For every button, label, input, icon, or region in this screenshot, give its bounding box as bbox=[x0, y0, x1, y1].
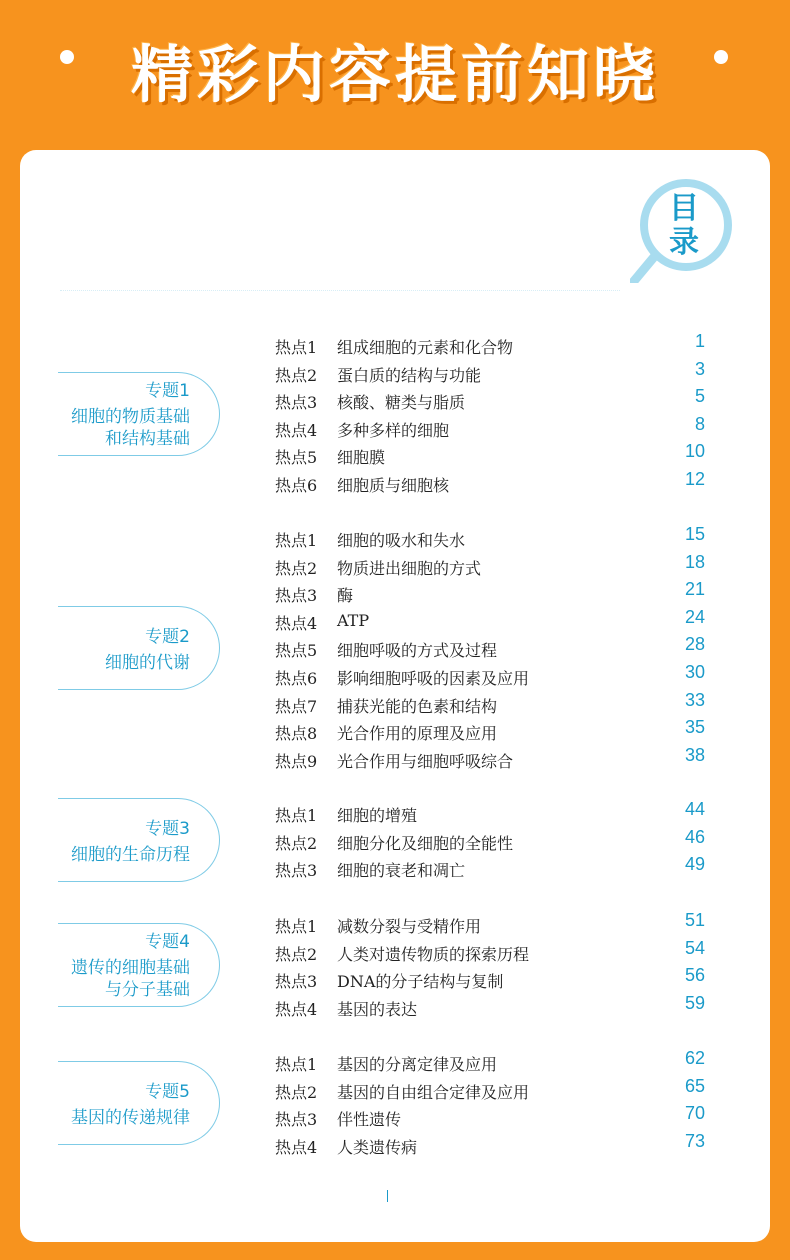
section-title-line: 与分子基础 bbox=[105, 980, 190, 1001]
page-footer-mark bbox=[387, 1190, 388, 1202]
entry-title: 核酸、糖类与脂质 bbox=[337, 393, 466, 413]
entry-title: 酶 bbox=[337, 586, 354, 606]
section-tag-text bbox=[105, 626, 190, 674]
toc-badge-line2: 录 bbox=[669, 225, 699, 260]
entry-title: 细胞分化及细胞的全能性 bbox=[337, 833, 514, 853]
section-number: 专题4 bbox=[145, 932, 190, 953]
section-number: 专题5 bbox=[145, 1082, 190, 1103]
toc-entry[interactable] bbox=[275, 689, 705, 720]
toc-entry[interactable] bbox=[275, 662, 705, 692]
entry-hotspot-number: 热点5 bbox=[275, 448, 318, 468]
entry-title: 基因的分离定律及应用 bbox=[337, 1055, 498, 1074]
entry-hotspot-number: 热点6 bbox=[275, 669, 318, 688]
entry-hotspot-number: 热点2 bbox=[275, 833, 318, 853]
header-banner bbox=[0, 0, 790, 150]
entry-page-number: 24 bbox=[684, 606, 705, 627]
entry-title: 蛋白质的结构与功能 bbox=[337, 365, 482, 385]
entry-title: 细胞的吸水和失水 bbox=[337, 531, 466, 550]
entry-page-number: 12 bbox=[684, 469, 705, 489]
entry-page-number: 28 bbox=[684, 634, 705, 655]
entry-title: 基因的自由组合定律及应用 bbox=[337, 1082, 530, 1102]
toc-entry[interactable] bbox=[275, 386, 705, 416]
entry-hotspot-number: 热点1 bbox=[275, 1055, 318, 1074]
entry-title: 细胞的衰老和凋亡 bbox=[337, 861, 466, 881]
entry-page-number: 33 bbox=[684, 689, 705, 710]
entry-page-number: 46 bbox=[684, 826, 705, 847]
entry-hotspot-number: 热点6 bbox=[275, 476, 318, 495]
toc-entry[interactable] bbox=[275, 744, 705, 775]
entry-hotspot-number: 热点7 bbox=[275, 696, 318, 716]
section-title-line: 细胞的生命历程 bbox=[71, 845, 190, 866]
entry-page-number: 73 bbox=[684, 1130, 705, 1151]
toc-entry[interactable] bbox=[275, 358, 705, 389]
entry-page-number: 3 bbox=[694, 358, 705, 379]
entry-hotspot-number: 热点8 bbox=[275, 724, 318, 744]
toc-entry[interactable] bbox=[275, 413, 705, 444]
entry-title: ATP bbox=[337, 610, 370, 630]
entry-page-number: 44 bbox=[684, 799, 705, 819]
toc-entry[interactable] bbox=[275, 441, 705, 471]
entry-hotspot-number: 热点4 bbox=[275, 1137, 318, 1157]
entry-page-number: 1 bbox=[694, 331, 705, 351]
entry-title: DNA的分子结构与复制 bbox=[337, 972, 504, 992]
entry-title: 捕获光能的色素和结构 bbox=[337, 696, 498, 716]
entry-page-number: 56 bbox=[684, 965, 705, 986]
section-tag-text bbox=[71, 380, 190, 450]
entry-page-number: 18 bbox=[684, 551, 705, 572]
entry-hotspot-number: 热点1 bbox=[275, 917, 318, 936]
toc-entry[interactable] bbox=[275, 1048, 705, 1078]
entry-page-number: 62 bbox=[684, 1048, 705, 1068]
toc-entry[interactable] bbox=[275, 937, 705, 968]
entry-hotspot-number: 热点3 bbox=[275, 1110, 318, 1130]
entry-title: 人类对遗传物质的探索历程 bbox=[337, 944, 530, 964]
entry-page-number: 21 bbox=[684, 579, 705, 600]
toc-entry[interactable] bbox=[275, 854, 705, 884]
entry-title: 细胞呼吸的方式及过程 bbox=[337, 641, 498, 661]
section-tag-text bbox=[71, 1081, 190, 1129]
entry-hotspot-number: 热点4 bbox=[275, 420, 318, 440]
entry-page-number: 35 bbox=[684, 717, 705, 738]
section-title-line: 遗传的细胞基础 bbox=[71, 958, 190, 979]
toc-entry[interactable] bbox=[275, 826, 705, 857]
entry-page-number: 8 bbox=[694, 413, 705, 434]
entry-page-number: 51 bbox=[684, 910, 705, 930]
entry-title: 物质进出细胞的方式 bbox=[337, 558, 482, 578]
toc-entry[interactable] bbox=[275, 606, 705, 637]
toc-badge-line1: 目 bbox=[669, 191, 699, 226]
entry-hotspot-number: 热点1 bbox=[275, 338, 318, 357]
entry-title: 减数分裂与受精作用 bbox=[337, 917, 482, 936]
entry-hotspot-number: 热点1 bbox=[275, 531, 318, 550]
toc-entry[interactable] bbox=[275, 799, 705, 829]
entry-title: 细胞质与细胞核 bbox=[337, 476, 450, 495]
entry-page-number: 10 bbox=[684, 441, 705, 462]
entry-title: 影响细胞呼吸的因素及应用 bbox=[337, 669, 530, 688]
entry-hotspot-number: 热点3 bbox=[275, 393, 318, 413]
entry-title: 细胞的增殖 bbox=[337, 806, 418, 825]
toc-entry[interactable] bbox=[275, 469, 705, 499]
toc-entry[interactable] bbox=[275, 331, 705, 361]
entry-hotspot-number: 热点1 bbox=[275, 806, 318, 825]
entry-page-number: 5 bbox=[694, 386, 705, 407]
entry-hotspot-number: 热点3 bbox=[275, 586, 318, 606]
entry-page-number: 70 bbox=[684, 1103, 705, 1124]
header-divider bbox=[60, 290, 620, 291]
entry-title: 伴性遗传 bbox=[337, 1110, 402, 1130]
entry-hotspot-number: 热点3 bbox=[275, 861, 318, 881]
section-title-line: 细胞的代谢 bbox=[105, 653, 190, 674]
toc-entry[interactable] bbox=[275, 524, 705, 554]
toc-entry[interactable] bbox=[275, 551, 705, 582]
entry-title: 基因的表达 bbox=[337, 999, 418, 1019]
section-number: 专题1 bbox=[145, 380, 190, 401]
toc-entry[interactable] bbox=[275, 1103, 705, 1133]
toc-entry[interactable] bbox=[275, 910, 705, 940]
toc-entry[interactable] bbox=[275, 1130, 705, 1161]
entry-hotspot-number: 热点2 bbox=[275, 558, 318, 578]
entry-hotspot-number: 热点4 bbox=[275, 613, 318, 633]
entry-title: 细胞膜 bbox=[337, 448, 386, 468]
section-title-line: 和结构基础 bbox=[105, 428, 190, 449]
toc-entry[interactable] bbox=[275, 965, 705, 995]
section-title-line: 细胞的物质基础 bbox=[71, 406, 190, 427]
toc-badge-label bbox=[662, 192, 706, 260]
entry-hotspot-number: 热点2 bbox=[275, 365, 318, 385]
entry-title: 人类遗传病 bbox=[337, 1137, 418, 1157]
entry-title: 光合作用与细胞呼吸综合 bbox=[337, 751, 514, 771]
entry-title: 多种多样的细胞 bbox=[337, 420, 450, 440]
banner-bullet-right bbox=[714, 50, 728, 64]
entry-title: 光合作用的原理及应用 bbox=[337, 724, 498, 744]
section-tag-text bbox=[71, 931, 190, 1001]
entry-hotspot-number: 热点5 bbox=[275, 641, 318, 661]
banner-bullet-left bbox=[60, 50, 74, 64]
entry-page-number: 49 bbox=[684, 854, 705, 875]
entry-title: 组成细胞的元素和化合物 bbox=[337, 338, 514, 357]
entry-page-number: 15 bbox=[684, 524, 705, 544]
entry-hotspot-number: 热点4 bbox=[275, 999, 318, 1019]
toc-entry[interactable] bbox=[275, 1075, 705, 1106]
entry-page-number: 59 bbox=[684, 992, 705, 1013]
section-tag-text bbox=[71, 818, 190, 866]
entry-page-number: 38 bbox=[684, 744, 705, 765]
entry-page-number: 54 bbox=[684, 937, 705, 958]
entry-hotspot-number: 热点2 bbox=[275, 944, 318, 964]
section-number: 专题3 bbox=[145, 819, 190, 840]
entry-hotspot-number: 热点9 bbox=[275, 751, 318, 771]
entry-hotspot-number: 热点2 bbox=[275, 1082, 318, 1102]
banner-title: 精彩内容提前知晓 bbox=[130, 37, 659, 111]
entry-page-number: 30 bbox=[684, 662, 705, 682]
entry-page-number: 65 bbox=[684, 1075, 705, 1096]
toc-entry[interactable] bbox=[275, 634, 705, 664]
toc-entry[interactable] bbox=[275, 579, 705, 609]
section-number: 专题2 bbox=[145, 627, 190, 648]
section-title-line: 基因的传递规律 bbox=[71, 1108, 190, 1129]
toc-entry[interactable] bbox=[275, 992, 705, 1023]
toc-entry[interactable] bbox=[275, 717, 705, 747]
entry-hotspot-number: 热点3 bbox=[275, 972, 318, 992]
